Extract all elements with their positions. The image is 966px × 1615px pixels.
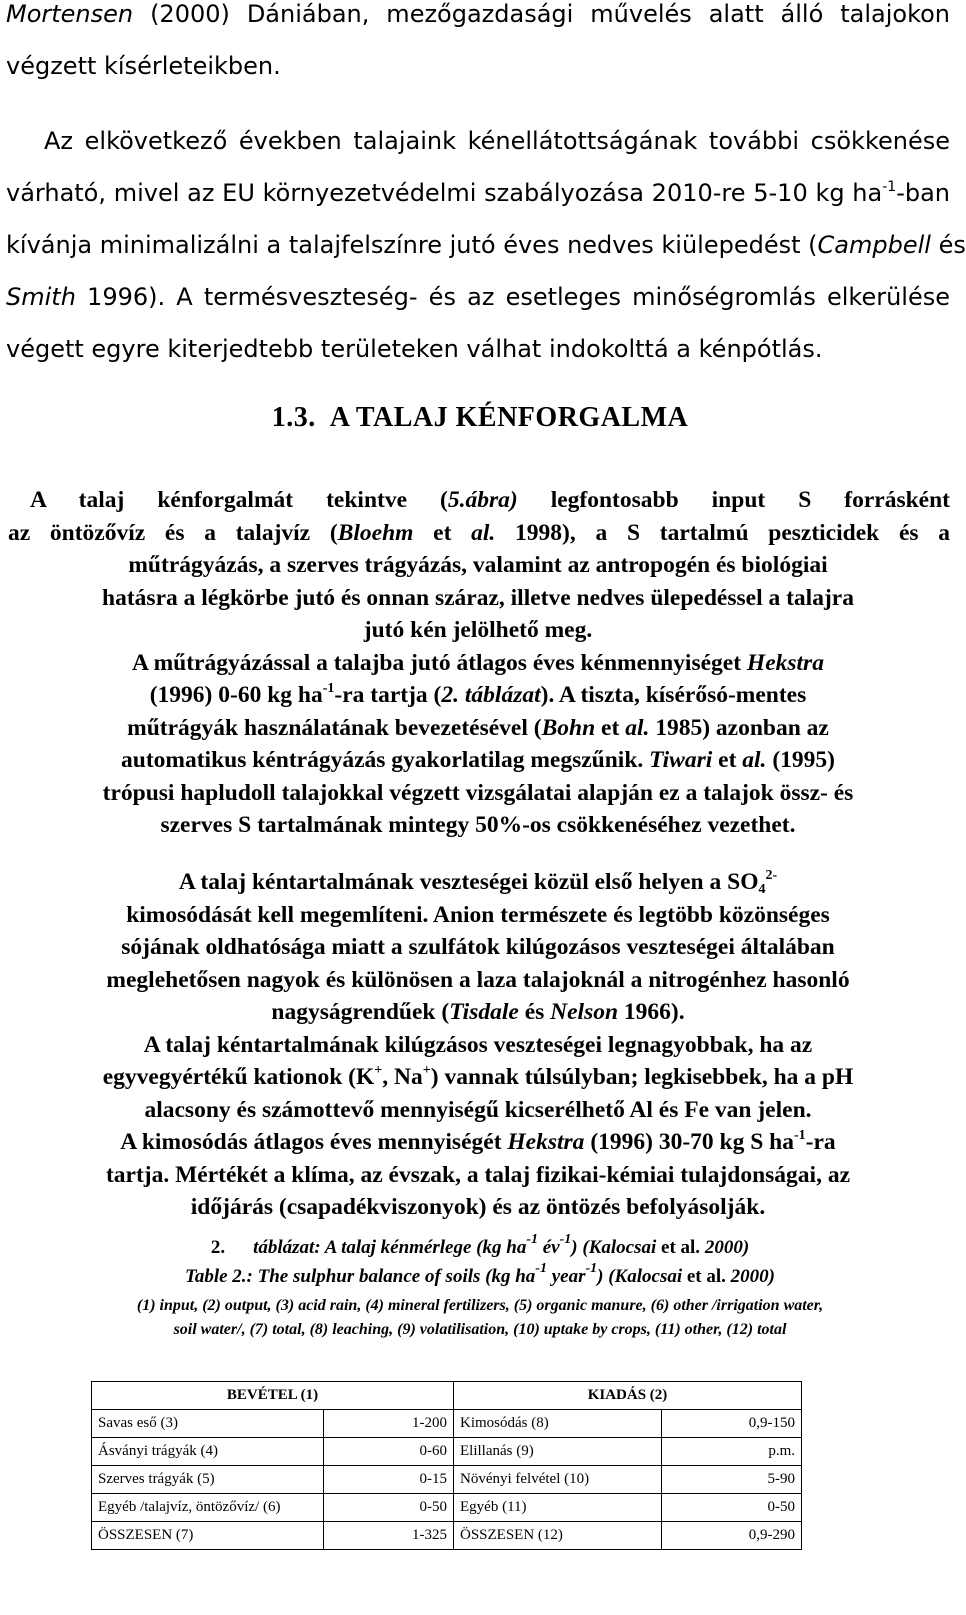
paragraph-line: kívánja minimalizálni a talajfelszínre jutó éves nedves kiülepedést (Campbell és [6, 231, 966, 259]
paragraph-line: várható, mivel az EU környezetvédelmi szabályozása 2010-re 5-10 kg $ha^{-1}$-ban [6, 179, 950, 207]
citation-hekstra: Hekstra [507, 1129, 585, 1155]
section-number: 1.3. [271, 402, 316, 433]
paragraph-line: Az elkövetkező években talajaink kénellátottságának további csökkenése [44, 127, 950, 155]
cell-output-value: 5-90 [662, 1466, 802, 1494]
paragraph-line: alacsony és számottevő mennyiségű kicserélhető Al és Fe van jelen. [144, 1096, 812, 1123]
cell-output-label: Növényi felvétel (10) [454, 1466, 662, 1494]
cell-output-value: 0,9-150 [662, 1410, 802, 1438]
paragraph-last-line: végzett kísérleteikben. [6, 52, 281, 80]
cell-output-label: Egyéb (11) [454, 1494, 662, 1522]
cell-output-value: p.m. [662, 1438, 802, 1466]
table-caption-hu: 2. táblázat: A talaj kénmérlege (kg $ha^{-1}$ $év^{-1}$) (Kalocsai et al. 2000) [210, 1232, 750, 1258]
table-row [92, 1438, 802, 1466]
cell-output-value: 0,9-290 [662, 1522, 802, 1550]
cell-output-label: Elillanás (9) [454, 1438, 662, 1466]
paragraph-line: az öntözővíz és a talajvíz (Bloehm et al. 1998), a S tartalmú peszticidek és a [8, 519, 951, 546]
paragraph-line: tartja. Mértékét a klíma, az évszak, a talaj fizikai-kémiai tulajdonságai, az [105, 1161, 851, 1188]
table-header-row [92, 1382, 802, 1410]
paragraph-line: szerves S tartalmának mintegy 50%-os csökkenéséhez vezethet. [160, 812, 796, 838]
paragraph-line: kimosódását kell megemlíteni. Anion természete és legtöbb közönséges [126, 901, 830, 928]
cell-input-label: Ásványi trágyák (4) [92, 1438, 324, 1466]
paragraph-line: A kimosódás átlagos éves mennyiségét Hekstra (1996) 30-70 kg S $ha^{-1}-ra$ [120, 1128, 836, 1155]
cell-input-value: 1-200 [324, 1410, 454, 1438]
table-row [92, 1494, 802, 1522]
paragraph-sulfur-losses [6, 866, 950, 1224]
paragraph-line: Smith 1996). A termésveszteség- és az esetleges minőségromlás elkerülése [6, 283, 950, 311]
citation-hekstra: Hekstra [746, 649, 824, 676]
table-caption-en: Table 2.: The sulphur balance of soils (kg $ha^{-1}$ year$^{-1}$) (Kalocsai et al. 2000) [184, 1261, 775, 1287]
section-heading [0, 402, 960, 434]
citation-mortensen: Mortensen [6, 0, 134, 28]
cell-input-label: Egyéb /talajvíz, öntözővíz/ (6) [92, 1494, 324, 1522]
paragraph-line: végett egyre kiterjedtebb területeken válhat indokolttá a kénpótlás. [6, 335, 823, 363]
cell-input-label: Savas eső (3) [92, 1410, 324, 1438]
paragraph-line: műtrágyázás, a szerves trágyázás, valamint az antropogén és biológiai [128, 552, 828, 578]
paragraph-line: időjárás (csapadékviszonyok) és az öntözés befolyásolják. [190, 1194, 766, 1220]
cell-input-value: 0-50 [324, 1494, 454, 1522]
paragraph-mortensen [6, 0, 950, 92]
paragraph-line: A talaj kénforgalmát tekintve (5.ábra) legfontosabb input S forrásként [30, 487, 950, 513]
column-header-output: KIADÁS (2) [454, 1382, 802, 1410]
cell-input-label: ÖSSZESEN (7) [92, 1522, 324, 1550]
section-title: A TALAJ KÉNFORGALMA [329, 402, 689, 433]
table-row [92, 1466, 802, 1494]
paragraph-line: (1996) 0-60 kg $ha^{-1}-ra$ tartja (2. táblázat). A tiszta, kísérősó-mentes [149, 681, 807, 708]
cell-input-label: Szerves trágyák (5) [92, 1466, 324, 1494]
table-row [92, 1522, 802, 1550]
paragraph-line: hatásra a légkörbe jutó és onnan száraz, illetve nedves ülepedéssel a talajra [102, 584, 854, 611]
paragraph-line: A talaj kéntartalmának veszteségei közül első helyen a $SO_4^{2-}$ [178, 868, 778, 897]
paragraph-line: műtrágyák használatának bevezetésével (Bohn et al. 1985) azonban az [127, 714, 829, 741]
paragraph-text: (2000) Dániában, mezőgazdasági művelés alatt álló talajokon [133, 0, 950, 28]
table-row [92, 1410, 802, 1438]
citation-tiwari: Tiwari [649, 747, 713, 773]
cell-input-value: 0-15 [324, 1466, 454, 1494]
citation-bohn: Bohn [541, 714, 596, 741]
paragraph-eu-regulation [6, 115, 966, 375]
table-legend [0, 1294, 960, 1342]
citation-tisdale: Tisdale [449, 999, 519, 1025]
paragraph-line: meglehetősen nagyok és különösen a laza talajoknál a nitrogénhez hasonló [106, 966, 850, 993]
cell-output-value: 0-50 [662, 1494, 802, 1522]
paragraph-line: sójának oldhatósága miatt a szulfátok kilúgozásos veszteségei általában [121, 934, 835, 960]
cell-output-label: ÖSSZESEN (12) [454, 1522, 662, 1550]
paragraph-sulfur-inputs [6, 484, 950, 842]
paragraph-line: jutó kén jelölhető meg. [363, 617, 593, 643]
citation-nelson: Nelson [550, 999, 619, 1025]
citation-campbell: Campbell [817, 231, 931, 259]
paragraph-line: egyvegyértékű kationok (K+, Na+) vannak túlsúlyban; legkisebbek, ha a pH [102, 1063, 854, 1090]
paragraph-line: A talaj kéntartalmának kilúgzásos veszteségei legnagyobbak, ha az [143, 1031, 813, 1058]
sulphur-balance-table [91, 1381, 802, 1550]
cell-output-label: Kimosódás (8) [454, 1410, 662, 1438]
table-legend-line: soil water/, (7) total, (8) leaching, (9) volatilisation, (10) uptake by crops, (11) other, (12) total [173, 1321, 787, 1338]
paragraph-line: trópusi hapludoll talajokkal végzett vizsgálatai alapján ez a talajok össz- és [102, 779, 854, 806]
cell-input-value: 1-325 [324, 1522, 454, 1550]
cell-input-value: 0-60 [324, 1438, 454, 1466]
paragraph-line: nagyságrendűek (Tisdale és Nelson 1966). [271, 999, 685, 1025]
paragraph-line: A műtrágyázással a talajba jutó átlagos éves kénmennyiséget Hekstra [132, 649, 824, 676]
citation-smith: Smith [6, 283, 76, 311]
column-header-input: BEVÉTEL (1) [92, 1382, 454, 1410]
table-legend-line: (1) input, (2) output, (3) acid rain, (4) mineral fertilizers, (5) organic manure, (6) other /irrigation water, [136, 1297, 824, 1314]
paragraph-line: automatikus kéntrágyázás gyakorlatilag megszűnik. Tiwari et al. (1995) [121, 747, 835, 773]
